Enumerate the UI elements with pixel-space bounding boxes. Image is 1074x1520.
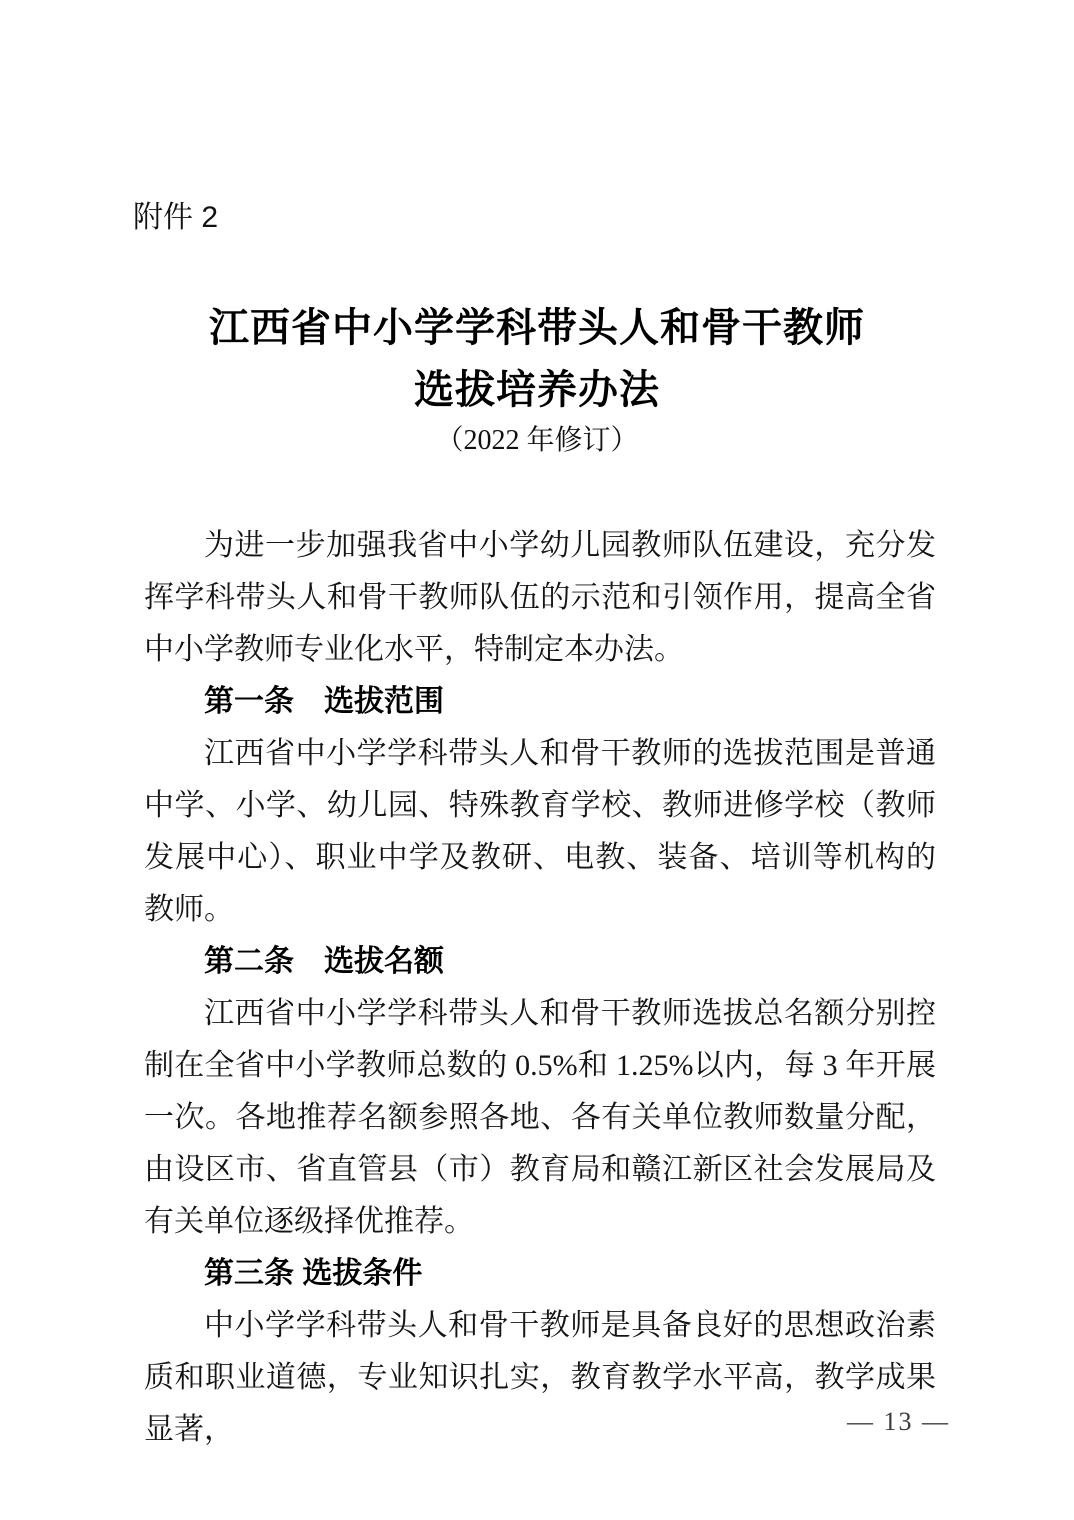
- section-heading-3: 第三条 选拔条件: [204, 1257, 423, 1290]
- section-heading-2: 第二条 选拔名额: [204, 945, 444, 978]
- section-paragraph-3: 中小学学科带头人和骨干教师是具备良好的思想政治素质和职业道德，专业知识扎实，教育教学水平高，教学成果显著，: [144, 1309, 936, 1446]
- revision-subtitle: （2022 年修订）: [435, 425, 639, 456]
- section-paragraph-1: 江西省中小学学科带头人和骨干教师的选拔范围是普通中学、小学、幼儿园、特殊教育学校、教师进修学校（教师发展中心）、职业中学及教研、电教、装备、培训等机构的教师。: [144, 737, 936, 926]
- title-line-1: 江西省中小学学科带头人和骨干教师: [209, 305, 865, 350]
- document-body: [144, 520, 936, 1456]
- intro-paragraph: 为进一步加强我省中小学幼儿园教师队伍建设，充分发挥学科带头人和骨干教师队伍的示范和引领作用，提高全省中小学教师专业化水平，特制定本办法。: [144, 529, 936, 666]
- attachment-label: 附件 2: [133, 201, 219, 234]
- section-heading-1: 第一条 选拔范围: [204, 685, 444, 718]
- section-paragraph-2: 江西省中小学学科带头人和骨干教师选拔总名额分别控制在全省中小学教师总数的 0.5%和 1.25%以内，每 3 年开展一次。各地推荐名额参照各地、各有关单位教师数量分配，由设区市、省直管县（市）教育局和赣江新区社会发展局及有关单位逐级择优推荐。: [144, 997, 936, 1238]
- page-number: — 13 —: [847, 1407, 950, 1436]
- title-line-2: 选拔培养办法: [414, 367, 660, 412]
- document-title: [0, 297, 1074, 421]
